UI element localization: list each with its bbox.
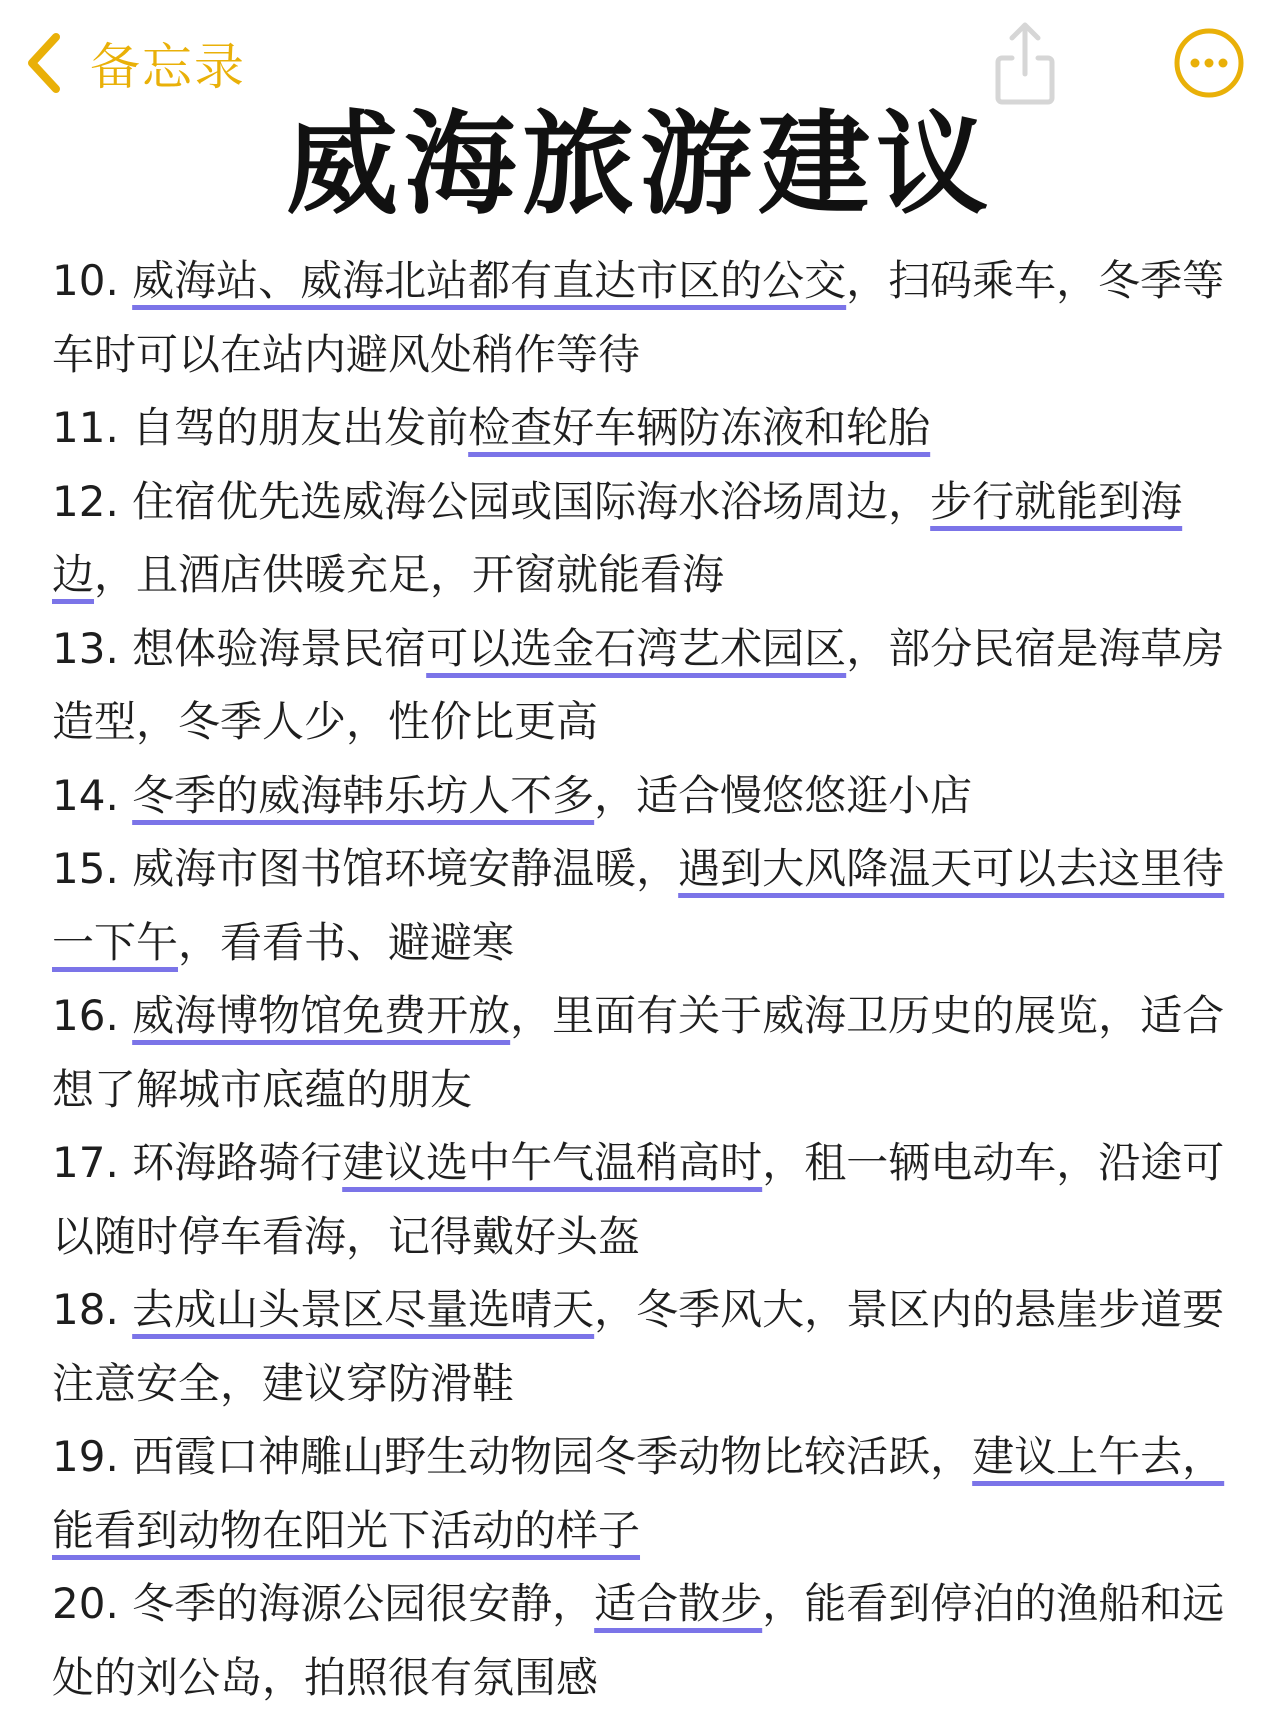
highlighted-text: 可以选金石湾艺术园区	[426, 623, 847, 673]
item-text: ，冬季风大，景区内的悬崖步道要注意安全，建议穿防滑鞋	[52, 1285, 1225, 1408]
item-number: 14.	[52, 770, 119, 820]
highlighted-text: 步行就能到海边	[52, 476, 1183, 599]
highlighted-text: 威海站、威海北站都有直达市区的公交	[132, 256, 847, 305]
highlighted-text: 建议选中午气温稍高时	[342, 1138, 763, 1187]
item-number: 20.	[52, 1579, 119, 1628]
item-text: ，扫码乘车，冬季等车时可以在站内避风处稍作等待	[52, 256, 1225, 379]
item-number: 12.	[52, 476, 119, 526]
list-item	[52, 979, 1252, 1126]
item-number: 15.	[52, 844, 119, 893]
item-text: ，适合慢悠悠逛小店	[594, 770, 973, 820]
back-label: 备忘录	[90, 38, 246, 96]
list-item	[52, 1567, 1252, 1714]
list-item	[52, 391, 1252, 465]
item-text: ，租一辆电动车，沿途可以随时停车看海，记得戴好头盔	[52, 1138, 1225, 1261]
highlighted-text: 遇到大风降温天可以去这里待一下午	[52, 844, 1225, 967]
highlighted-text: 检查好车辆防冻液和轮胎	[468, 403, 931, 452]
item-number: 16.	[52, 991, 119, 1040]
highlighted-text: 适合散步	[594, 1579, 763, 1628]
item-text: 西霞口神雕山野生动物园冬季动物比较活跃，	[132, 1432, 973, 1481]
item-text: 住宿优先选威海公园或国际海水浴场周边，	[132, 476, 931, 526]
item-text: 威海市图书馆环境安静温暖，	[132, 844, 679, 893]
share-button[interactable]	[990, 18, 1060, 108]
item-number: 17.	[52, 1138, 119, 1187]
list-item	[52, 759, 1252, 833]
item-number: 11.	[52, 403, 119, 452]
chevron-left-icon	[26, 32, 62, 94]
more-button[interactable]	[1172, 26, 1246, 100]
item-number: 13.	[52, 623, 119, 673]
note-body[interactable]	[52, 244, 1252, 1714]
highlighted-text: 威海博物馆免费开放	[132, 991, 511, 1040]
item-number: 19.	[52, 1432, 119, 1481]
item-text: ，看看书、避避寒	[178, 917, 515, 967]
item-number: 18.	[52, 1285, 119, 1334]
item-text: 环海路骑行	[132, 1138, 343, 1187]
item-text: ，里面有关于威海卫历史的展览，适合想了解城市底蕴的朋友	[52, 991, 1225, 1114]
list-item	[52, 465, 1252, 612]
list-item	[52, 1273, 1252, 1420]
list-item	[52, 612, 1252, 759]
item-text: 自驾的朋友出发前	[132, 403, 469, 452]
list-item	[52, 1126, 1252, 1273]
item-text: 想体验海景民宿	[132, 623, 427, 673]
page-title: 威海旅游建议	[286, 100, 994, 230]
highlighted-text: 去成山头景区尽量选晴天	[132, 1285, 595, 1334]
list-item	[52, 244, 1252, 391]
list-item	[52, 1420, 1252, 1567]
item-number: 10.	[52, 256, 119, 305]
item-text: 冬季的海源公园很安静，	[132, 1579, 595, 1628]
item-text: ，部分民宿是海草房造型，冬季人少，性价比更高	[52, 623, 1225, 746]
highlighted-text: 冬季的威海韩乐坊人不多	[132, 770, 595, 820]
item-text: ，且酒店供暖充足，开窗就能看海	[94, 550, 725, 599]
back-button[interactable]	[26, 28, 246, 98]
item-text: ，能看到停泊的渔船和远处的刘公岛，拍照很有氛围感	[52, 1579, 1225, 1702]
highlighted-text: 建议上午去，能看到动物在阳光下活动的样子	[52, 1432, 1225, 1555]
list-item	[52, 832, 1252, 979]
